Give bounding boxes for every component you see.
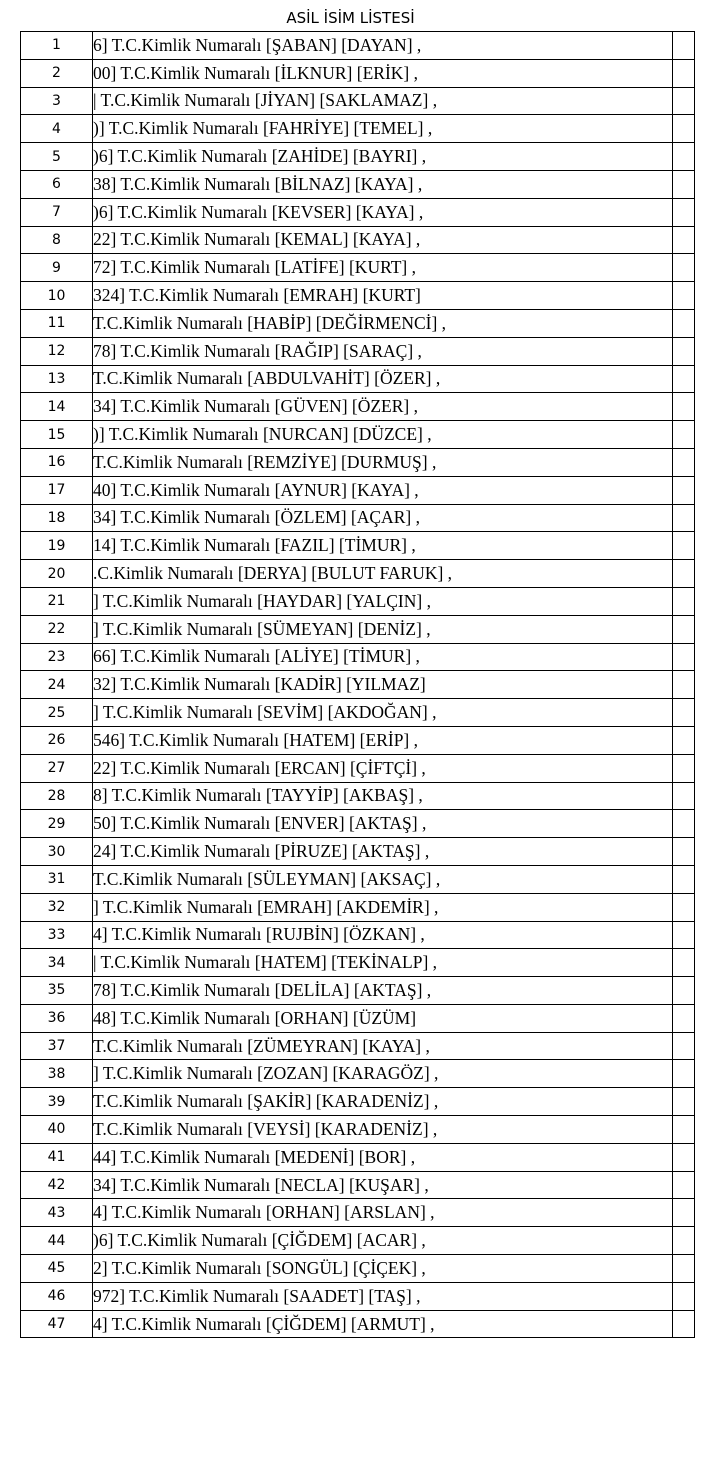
empty-cell[interactable]	[673, 726, 695, 754]
empty-cell[interactable]	[673, 977, 695, 1005]
row-text-cell[interactable]: 546] T.C.Kimlik Numaralı [HATEM] [ERİP] ,	[93, 726, 673, 754]
row-text-cell[interactable]: T.C.Kimlik Numaralı [ZÜMEYRAN] [KAYA] ,	[93, 1032, 673, 1060]
row-number-cell[interactable]: 3	[21, 87, 93, 115]
table-row	[21, 1282, 695, 1310]
row-number-cell[interactable]: 21	[21, 587, 93, 615]
table-row	[21, 87, 695, 115]
empty-cell[interactable]	[673, 1171, 695, 1199]
table-row	[21, 170, 695, 198]
table-row	[21, 1227, 695, 1255]
row-number-cell[interactable]: 30	[21, 838, 93, 866]
table-row	[21, 198, 695, 226]
empty-cell[interactable]	[673, 1088, 695, 1116]
row-number-cell[interactable]: 39	[21, 1088, 93, 1116]
table-row	[21, 671, 695, 699]
table-row	[21, 587, 695, 615]
row-number-cell[interactable]: 46	[21, 1282, 93, 1310]
table-row	[21, 532, 695, 560]
row-text-cell[interactable]: 324] T.C.Kimlik Numaralı [EMRAH] [KURT]	[93, 282, 673, 310]
row-text-cell[interactable]: 50] T.C.Kimlik Numaralı [ENVER] [AKTAŞ] ,	[93, 810, 673, 838]
empty-cell[interactable]	[673, 865, 695, 893]
row-text-cell[interactable]: .C.Kimlik Numaralı [DERYA] [BULUT FARUK] ,	[93, 560, 673, 588]
empty-cell[interactable]	[673, 838, 695, 866]
empty-cell[interactable]	[673, 476, 695, 504]
empty-cell[interactable]	[673, 643, 695, 671]
empty-cell[interactable]	[673, 1310, 695, 1338]
table-row	[21, 393, 695, 421]
row-number-cell[interactable]: 16	[21, 448, 93, 476]
empty-cell[interactable]	[673, 560, 695, 588]
table-row	[21, 59, 695, 87]
row-text-cell[interactable]: T.C.Kimlik Numaralı [ABDULVAHİT] [ÖZER] ,	[93, 365, 673, 393]
row-number-cell[interactable]: 28	[21, 782, 93, 810]
table-row	[21, 643, 695, 671]
row-text-cell[interactable]: T.C.Kimlik Numaralı [VEYSİ] [KARADENİZ] ,	[93, 1116, 673, 1144]
row-number-cell[interactable]: 15	[21, 421, 93, 449]
row-text-cell[interactable]: 972] T.C.Kimlik Numaralı [SAADET] [TAŞ] ,	[93, 1282, 673, 1310]
table-row	[21, 254, 695, 282]
empty-cell[interactable]	[673, 1227, 695, 1255]
empty-cell[interactable]	[673, 671, 695, 699]
row-text-cell[interactable]: )6] T.C.Kimlik Numaralı [KEVSER] [KAYA] ,	[93, 198, 673, 226]
row-number-cell[interactable]: 35	[21, 977, 93, 1005]
table-row	[21, 699, 695, 727]
table-row	[21, 448, 695, 476]
table-row	[21, 1116, 695, 1144]
empty-cell[interactable]	[673, 226, 695, 254]
row-number-cell[interactable]: 20	[21, 560, 93, 588]
row-text-cell[interactable]: 14] T.C.Kimlik Numaralı [FAZIL] [TİMUR] ,	[93, 532, 673, 560]
row-number-cell[interactable]: 10	[21, 282, 93, 310]
row-text-cell[interactable]: | T.C.Kimlik Numaralı [JİYAN] [SAKLAMAZ] ,	[93, 87, 673, 115]
row-text-cell[interactable]: )6] T.C.Kimlik Numaralı [ÇİĞDEM] [ACAR] ,	[93, 1227, 673, 1255]
row-text-cell[interactable]: T.C.Kimlik Numaralı [SÜLEYMAN] [AKSAÇ] ,	[93, 865, 673, 893]
row-text-cell[interactable]: 24] T.C.Kimlik Numaralı [PİRUZE] [AKTAŞ] ,	[93, 838, 673, 866]
row-text-cell[interactable]: 48] T.C.Kimlik Numaralı [ORHAN] [ÜZÜM]	[93, 1004, 673, 1032]
empty-cell[interactable]	[673, 587, 695, 615]
row-number-cell[interactable]: 25	[21, 699, 93, 727]
table-row	[21, 476, 695, 504]
empty-cell[interactable]	[673, 1255, 695, 1283]
row-text-cell[interactable]: T.C.Kimlik Numaralı [HABİP] [DEĞİRMENCİ] ,	[93, 309, 673, 337]
row-number-cell[interactable]: 33	[21, 921, 93, 949]
empty-cell[interactable]	[673, 504, 695, 532]
row-number-cell[interactable]: 24	[21, 671, 93, 699]
empty-cell[interactable]	[673, 337, 695, 365]
row-text-cell[interactable]: ] T.C.Kimlik Numaralı [SÜMEYAN] [DENİZ] ,	[93, 615, 673, 643]
table-row	[21, 893, 695, 921]
table-row	[21, 226, 695, 254]
row-text-cell[interactable]: ] T.C.Kimlik Numaralı [ZOZAN] [KARAGÖZ] ,	[93, 1060, 673, 1088]
table-row	[21, 726, 695, 754]
table-row	[21, 365, 695, 393]
row-text-cell[interactable]: | T.C.Kimlik Numaralı [HATEM] [TEKİNALP] ,	[93, 949, 673, 977]
empty-cell[interactable]	[673, 1143, 695, 1171]
empty-cell[interactable]	[673, 810, 695, 838]
row-number-cell[interactable]: 22	[21, 615, 93, 643]
table-row	[21, 504, 695, 532]
row-number-cell[interactable]: 44	[21, 1227, 93, 1255]
row-number-cell[interactable]: 9	[21, 254, 93, 282]
row-text-cell[interactable]: )] T.C.Kimlik Numaralı [FAHRİYE] [TEMEL] ,	[93, 115, 673, 143]
row-text-cell[interactable]: 40] T.C.Kimlik Numaralı [AYNUR] [KAYA] ,	[93, 476, 673, 504]
row-text-cell[interactable]: 34] T.C.Kimlik Numaralı [ÖZLEM] [AÇAR] ,	[93, 504, 673, 532]
empty-cell[interactable]	[673, 393, 695, 421]
row-number-cell[interactable]: 38	[21, 1060, 93, 1088]
row-number-cell[interactable]: 18	[21, 504, 93, 532]
row-number-cell[interactable]: 7	[21, 198, 93, 226]
row-text-cell[interactable]: 44] T.C.Kimlik Numaralı [MEDENİ] [BOR] ,	[93, 1143, 673, 1171]
empty-cell[interactable]	[673, 532, 695, 560]
empty-cell[interactable]	[673, 782, 695, 810]
row-text-cell[interactable]: 6] T.C.Kimlik Numaralı [ŞABAN] [DAYAN] ,	[93, 32, 673, 60]
table-row	[21, 865, 695, 893]
row-number-cell[interactable]: 40	[21, 1116, 93, 1144]
empty-cell[interactable]	[673, 170, 695, 198]
row-number-cell[interactable]: 45	[21, 1255, 93, 1283]
row-text-cell[interactable]: 34] T.C.Kimlik Numaralı [NECLA] [KUŞAR] ,	[93, 1171, 673, 1199]
row-text-cell[interactable]: 22] T.C.Kimlik Numaralı [KEMAL] [KAYA] ,	[93, 226, 673, 254]
row-text-cell[interactable]: T.C.Kimlik Numaralı [REMZİYE] [DURMUŞ] ,	[93, 448, 673, 476]
table-row	[21, 977, 695, 1005]
table-row	[21, 810, 695, 838]
row-text-cell[interactable]: 4] T.C.Kimlik Numaralı [ORHAN] [ARSLAN] ,	[93, 1199, 673, 1227]
row-number-cell[interactable]: 27	[21, 754, 93, 782]
row-text-cell[interactable]: ] T.C.Kimlik Numaralı [HAYDAR] [YALÇIN] ,	[93, 587, 673, 615]
empty-cell[interactable]	[673, 32, 695, 60]
empty-cell[interactable]	[673, 1199, 695, 1227]
table-row	[21, 1171, 695, 1199]
row-number-cell[interactable]: 42	[21, 1171, 93, 1199]
empty-cell[interactable]	[673, 754, 695, 782]
table-row	[21, 282, 695, 310]
row-text-cell[interactable]: 00] T.C.Kimlik Numaralı [İLKNUR] [ERİK] ,	[93, 59, 673, 87]
row-number-cell[interactable]: 2	[21, 59, 93, 87]
row-text-cell[interactable]: 34] T.C.Kimlik Numaralı [GÜVEN] [ÖZER] ,	[93, 393, 673, 421]
row-text-cell[interactable]: 4] T.C.Kimlik Numaralı [RUJBİN] [ÖZKAN] ,	[93, 921, 673, 949]
table-row	[21, 838, 695, 866]
table-row	[21, 754, 695, 782]
empty-cell[interactable]	[673, 365, 695, 393]
table-row	[21, 1032, 695, 1060]
row-number-cell[interactable]: 34	[21, 949, 93, 977]
row-number-cell[interactable]: 41	[21, 1143, 93, 1171]
row-text-cell[interactable]: 38] T.C.Kimlik Numaralı [BİLNAZ] [KAYA] ,	[93, 170, 673, 198]
empty-cell[interactable]	[673, 893, 695, 921]
empty-cell[interactable]	[673, 949, 695, 977]
row-number-cell[interactable]: 11	[21, 309, 93, 337]
empty-cell[interactable]	[673, 421, 695, 449]
table-row	[21, 421, 695, 449]
empty-cell[interactable]	[673, 448, 695, 476]
row-number-cell[interactable]: 47	[21, 1310, 93, 1338]
row-text-cell[interactable]: 22] T.C.Kimlik Numaralı [ERCAN] [ÇİFTÇİ] ,	[93, 754, 673, 782]
row-number-cell[interactable]: 26	[21, 726, 93, 754]
row-text-cell[interactable]: )] T.C.Kimlik Numaralı [NURCAN] [DÜZCE] ,	[93, 421, 673, 449]
row-text-cell[interactable]: T.C.Kimlik Numaralı [ŞAKİR] [KARADENİZ] ,	[93, 1088, 673, 1116]
table-row	[21, 1088, 695, 1116]
table-row	[21, 143, 695, 171]
name-list-table	[20, 31, 695, 1338]
table-row	[21, 1255, 695, 1283]
empty-cell[interactable]	[673, 699, 695, 727]
empty-cell[interactable]	[673, 1032, 695, 1060]
row-number-cell[interactable]: 14	[21, 393, 93, 421]
table-row	[21, 1310, 695, 1338]
table-row	[21, 1143, 695, 1171]
table-row	[21, 337, 695, 365]
row-text-cell[interactable]: 4] T.C.Kimlik Numaralı [ÇİĞDEM] [ARMUT] ,	[93, 1310, 673, 1338]
empty-cell[interactable]	[673, 1004, 695, 1032]
table-row	[21, 309, 695, 337]
empty-cell[interactable]	[673, 198, 695, 226]
row-text-cell[interactable]: 78] T.C.Kimlik Numaralı [RAĞIP] [SARAÇ] ,	[93, 337, 673, 365]
row-text-cell[interactable]: 66] T.C.Kimlik Numaralı [ALİYE] [TİMUR] ,	[93, 643, 673, 671]
table-row	[21, 32, 695, 60]
empty-cell[interactable]	[673, 59, 695, 87]
empty-cell[interactable]	[673, 87, 695, 115]
row-number-cell[interactable]: 8	[21, 226, 93, 254]
row-number-cell[interactable]: 5	[21, 143, 93, 171]
empty-cell[interactable]	[673, 615, 695, 643]
row-number-cell[interactable]: 4	[21, 115, 93, 143]
row-text-cell[interactable]: ] T.C.Kimlik Numaralı [SEVİM] [AKDOĞAN] ,	[93, 699, 673, 727]
empty-cell[interactable]	[673, 921, 695, 949]
table-row	[21, 949, 695, 977]
row-number-cell[interactable]: 13	[21, 365, 93, 393]
row-number-cell[interactable]: 37	[21, 1032, 93, 1060]
table-row	[21, 1199, 695, 1227]
empty-cell[interactable]	[673, 254, 695, 282]
row-number-cell[interactable]: 32	[21, 893, 93, 921]
table-row	[21, 115, 695, 143]
empty-cell[interactable]	[673, 1282, 695, 1310]
table-body	[21, 32, 695, 1338]
table-row	[21, 921, 695, 949]
row-number-cell[interactable]: 43	[21, 1199, 93, 1227]
row-number-cell[interactable]: 17	[21, 476, 93, 504]
empty-cell[interactable]	[673, 309, 695, 337]
row-number-cell[interactable]: 1	[21, 32, 93, 60]
row-number-cell[interactable]: 6	[21, 170, 93, 198]
table-row	[21, 560, 695, 588]
table-row	[21, 782, 695, 810]
row-number-cell[interactable]: 19	[21, 532, 93, 560]
row-number-cell[interactable]: 31	[21, 865, 93, 893]
row-text-cell[interactable]: 8] T.C.Kimlik Numaralı [TAYYİP] [AKBAŞ] ,	[93, 782, 673, 810]
empty-cell[interactable]	[673, 115, 695, 143]
empty-cell[interactable]	[673, 282, 695, 310]
row-text-cell[interactable]: 2] T.C.Kimlik Numaralı [SONGÜL] [ÇİÇEK] ,	[93, 1255, 673, 1283]
empty-cell[interactable]	[673, 1060, 695, 1088]
row-number-cell[interactable]: 23	[21, 643, 93, 671]
row-text-cell[interactable]: 72] T.C.Kimlik Numaralı [LATİFE] [KURT] ,	[93, 254, 673, 282]
row-text-cell[interactable]: 32] T.C.Kimlik Numaralı [KADİR] [YILMAZ]	[93, 671, 673, 699]
row-number-cell[interactable]: 36	[21, 1004, 93, 1032]
row-number-cell[interactable]: 29	[21, 810, 93, 838]
row-text-cell[interactable]: )6] T.C.Kimlik Numaralı [ZAHİDE] [BAYRI] ,	[93, 143, 673, 171]
row-text-cell[interactable]: 78] T.C.Kimlik Numaralı [DELİLA] [AKTAŞ] ,	[93, 977, 673, 1005]
empty-cell[interactable]	[673, 143, 695, 171]
table-row	[21, 1060, 695, 1088]
row-number-cell[interactable]: 12	[21, 337, 93, 365]
sheet-title: ASİL İSİM LİSTESİ	[286, 9, 415, 27]
table-row	[21, 615, 695, 643]
empty-cell[interactable]	[673, 1116, 695, 1144]
row-text-cell[interactable]: ] T.C.Kimlik Numaralı [EMRAH] [AKDEMİR] ,	[93, 893, 673, 921]
table-row	[21, 1004, 695, 1032]
